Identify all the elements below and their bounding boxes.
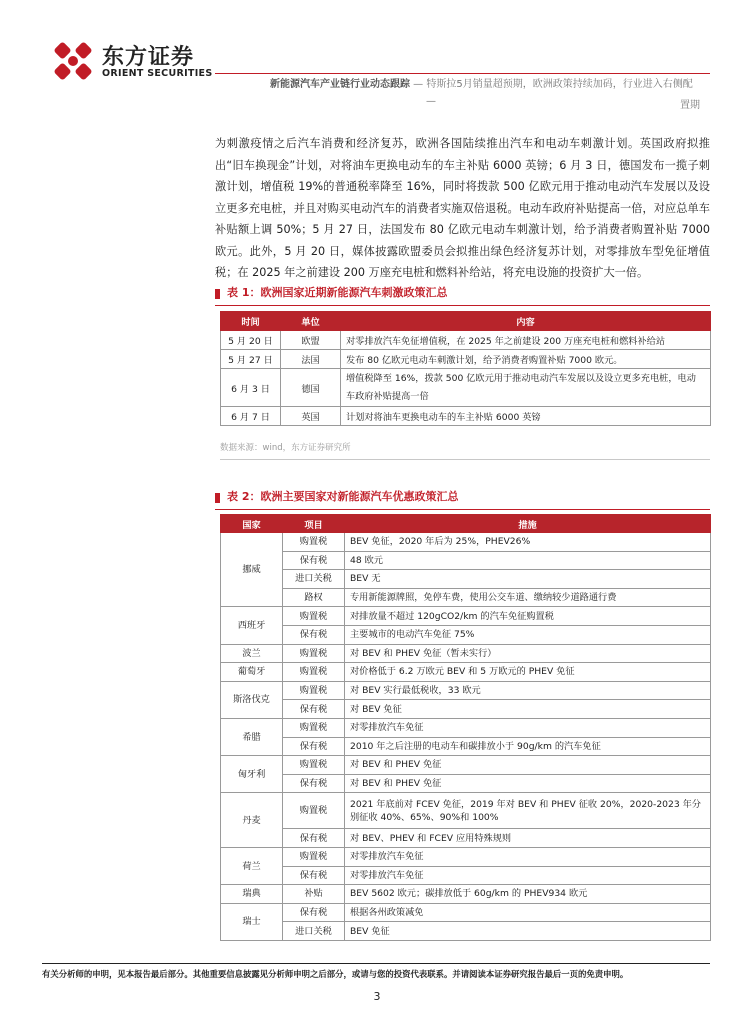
table-row (221, 774, 711, 793)
column-header: 内容 (341, 312, 711, 331)
table-row (221, 885, 711, 904)
table-row (221, 922, 711, 941)
date-cell: 6 月 7 日 (221, 407, 281, 426)
measure-cell: 对 BEV 和 PHEV 免征 (345, 756, 711, 775)
item-cell: 进口关税 (283, 570, 345, 589)
table-row (221, 533, 711, 552)
item-cell: 保有税 (283, 774, 345, 793)
column-header: 时间 (221, 312, 281, 331)
measure-cell: BEV 免征 (345, 922, 711, 941)
measure-cell: 2021 年底前对 FCEV 免征，2019 年对 BEV 和 PHEV 征收 20%，2020-2023 年分别征收 40%、65%、90%和 100% (345, 793, 711, 829)
company-logo (52, 38, 212, 86)
table-row (221, 331, 711, 350)
content-cell: 对零排放汽车免征增值税，在 2025 年之前建设 200 万座充电桩和燃料补给站 (341, 331, 711, 350)
country-cell: 斯洛伐克 (221, 681, 283, 718)
country-cell: 丹麦 (221, 793, 283, 848)
table-header-row (221, 515, 711, 533)
report-title-dash: — (426, 96, 436, 107)
item-cell: 保有税 (283, 551, 345, 570)
table-row (221, 756, 711, 775)
table-row (221, 551, 711, 570)
item-cell: 路权 (283, 588, 345, 607)
measure-cell: 对零排放汽车免征 (345, 718, 711, 737)
report-title (270, 78, 710, 92)
report-title-subtitle: — 特斯拉5月销量超预期，欧洲政策持续加码，行业进入右侧配 (410, 79, 693, 90)
table-row (221, 588, 711, 607)
orient-logo-icon (52, 40, 94, 82)
content-cell: 计划对将油车更换电动车的车主补贴 6000 英镑 (341, 407, 711, 426)
country-cell: 挪威 (221, 533, 283, 607)
measure-cell: BEV 5602 欧元；碳排放低于 60g/km 的 PHEV934 欧元 (345, 885, 711, 904)
measure-cell: 对 BEV 和 PHEV 免征（暂未实行） (345, 644, 711, 663)
measure-cell: 2010 年之后注册的电动车和碳排放小于 90g/km 的汽车免征 (345, 737, 711, 756)
column-header: 国家 (221, 515, 283, 533)
table2-title: 表 2：欧洲主要国家对新能源汽车优惠政策汇总 (215, 488, 710, 510)
item-cell: 购置税 (283, 681, 345, 700)
country-cell: 波兰 (221, 644, 283, 663)
measure-cell: 对 BEV 实行最低税收，33 欧元 (345, 681, 711, 700)
item-cell: 保有税 (283, 737, 345, 756)
column-header: 措施 (345, 515, 711, 533)
country-cell: 葡萄牙 (221, 663, 283, 682)
measure-cell: 根据各州政策减免 (345, 903, 711, 922)
report-title-end: 置期 (680, 100, 700, 111)
table2-europe-incentives (220, 514, 711, 941)
table-row (221, 737, 711, 756)
unit-cell: 法国 (281, 350, 341, 369)
item-cell: 购置税 (283, 663, 345, 682)
unit-cell: 欧盟 (281, 331, 341, 350)
date-cell: 6 月 3 日 (221, 369, 281, 407)
column-header: 单位 (281, 312, 341, 331)
table-header-row (221, 312, 711, 331)
date-cell: 5 月 20 日 (221, 331, 281, 350)
table-row (221, 793, 711, 829)
measure-cell: 48 欧元 (345, 551, 711, 570)
table-row (221, 681, 711, 700)
header-divider (215, 73, 710, 74)
table-row (221, 847, 711, 866)
page-header (0, 0, 754, 110)
item-cell: 补贴 (283, 885, 345, 904)
measure-cell: BEV 免征，2020 年后为 25%，PHEV26% (345, 533, 711, 552)
item-cell: 进口关税 (283, 922, 345, 941)
logo-chinese-name: 东方证券 (102, 45, 195, 70)
measure-cell: 对 BEV 和 PHEV 免征 (345, 774, 711, 793)
measure-cell: BEV 无 (345, 570, 711, 589)
table-row (221, 625, 711, 644)
table-row (221, 903, 711, 922)
table-row (221, 644, 711, 663)
column-header: 项目 (283, 515, 345, 533)
country-cell: 西班牙 (221, 607, 283, 644)
measure-cell: 对 BEV、PHEV 和 FCEV 应用特殊规则 (345, 829, 711, 848)
country-cell: 希腊 (221, 718, 283, 755)
page-number: 3 (373, 990, 381, 1003)
unit-cell: 英国 (281, 407, 341, 426)
item-cell: 保有税 (283, 625, 345, 644)
country-cell: 瑞典 (221, 885, 283, 904)
item-cell: 购置税 (283, 607, 345, 626)
item-cell: 保有税 (283, 829, 345, 848)
table1-europe-stimulus (220, 311, 711, 426)
item-cell: 购置税 (283, 718, 345, 737)
table-row (221, 718, 711, 737)
table-row (221, 607, 711, 626)
table-row (221, 570, 711, 589)
country-cell: 匈牙利 (221, 756, 283, 793)
measure-cell: 对零排放汽车免征 (345, 866, 711, 885)
item-cell: 保有税 (283, 866, 345, 885)
table-row (221, 866, 711, 885)
item-cell: 购置税 (283, 847, 345, 866)
content-cell: 发布 80 亿欧元电动车刺激计划，给予消费者购置补贴 7000 欧元。 (341, 350, 711, 369)
item-cell: 购置税 (283, 644, 345, 663)
measure-cell: 对价格低于 6.2 万欧元 BEV 和 5 万欧元的 PHEV 免征 (345, 663, 711, 682)
table-row (221, 369, 711, 407)
measure-cell: 对排放量不超过 120gCO2/km 的汽车免征购置税 (345, 607, 711, 626)
item-cell: 购置税 (283, 793, 345, 829)
country-cell: 荷兰 (221, 847, 283, 884)
item-cell: 购置税 (283, 756, 345, 775)
measure-cell: 对 BEV 免征 (345, 700, 711, 719)
country-cell: 瑞士 (221, 903, 283, 940)
item-cell: 保有税 (283, 700, 345, 719)
footer-divider (42, 963, 710, 964)
table-row (221, 407, 711, 426)
table-row (221, 350, 711, 369)
measure-cell: 对零排放汽车免征 (345, 847, 711, 866)
measure-cell: 主要城市的电动汽车免征 75% (345, 625, 711, 644)
table1-source: 数据来源：wind，东方证券研究所 (220, 441, 710, 460)
report-title-main: 新能源汽车产业链行业动态跟踪 (270, 79, 410, 90)
table-row (221, 829, 711, 848)
table1-title: 表 1：欧洲国家近期新能源汽车刺激政策汇总 (215, 284, 710, 306)
item-cell: 购置税 (283, 533, 345, 552)
table-row (221, 700, 711, 719)
content-cell: 增值税降至 16%，拨款 500 亿欧元用于推动电动汽车发展以及设立更多充电桩，电动车政府补贴提高一倍 (341, 369, 711, 407)
footer-disclaimer: 有关分析师的申明，见本报告最后部分。其他重要信息披露见分析师申明之后部分，或请与您的投资代表联系。并请阅读本证券研究报告最后一页的免责申明。 (42, 969, 629, 979)
table-row (221, 663, 711, 682)
unit-cell: 德国 (281, 369, 341, 407)
item-cell: 保有税 (283, 903, 345, 922)
body-paragraph: 为刺激疫情之后汽车消费和经济复苏，欧洲各国陆续推出汽车和电动车刺激计划。英国政府拟推出“旧车换现金”计划，对将油车更换电动车的车主补贴 6000 英镑；6 月 3 日，德国发布一揽子刺激计划，增值税 19%的普通税率降至 16%，同时将拨款 500 亿欧元用于推动电动汽车发展以及设立更多充电桩，并且对购买电动汽车的消费者实施双倍退税。电动车政府补贴提高一倍，对应总单车补贴额上调 50%；5 月 27 日，法国发布 80 亿欧元电动车刺激计划，给予消费者购置补贴 7000 欧元。此外，5 月 20 日，媒体披露欧盟委员会拟推出绿色经济复苏计划，对零排放车型免征增值税；在 2025 年之前建设 200 万座充电桩和燃料补给站，将充电设施的投资扩大一倍。 (215, 137, 710, 279)
date-cell: 5 月 27 日 (221, 350, 281, 369)
logo-english-name: ORIENT SECURITIES (102, 68, 213, 79)
measure-cell: 专用新能源牌照，免停车费，使用公交车道、缴纳较少道路通行费 (345, 588, 711, 607)
